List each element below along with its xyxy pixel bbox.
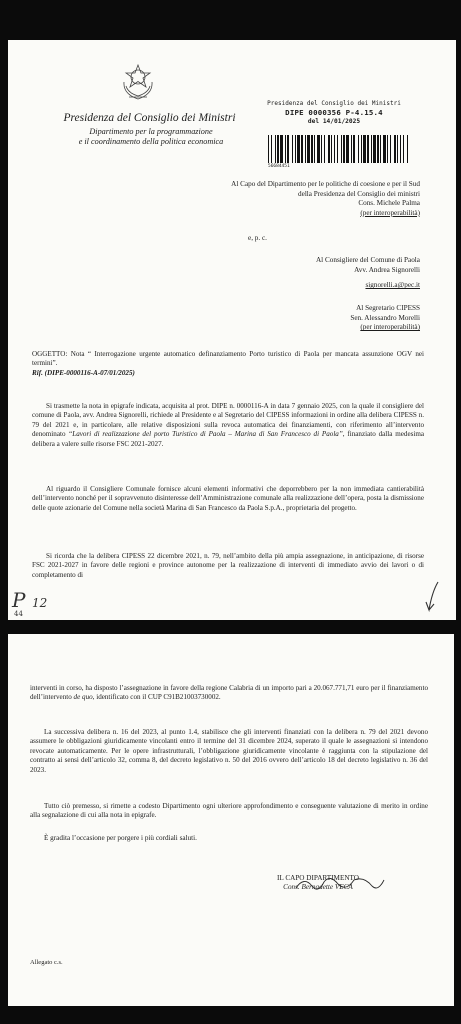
recipient-secondary: [208, 256, 420, 291]
recipient-tertiary: [208, 304, 420, 333]
subject-reference: Rif. (DIPE-0000116-A-07/01/2025): [32, 368, 135, 377]
document-page-1: [8, 40, 456, 620]
recipient-primary: [128, 180, 420, 218]
department-line-1: Dipartimento per la programmazione: [89, 127, 213, 136]
margin-note-p: P: [12, 588, 26, 612]
recipient-primary-line-3: Cons. Michele Palma: [358, 199, 420, 208]
paragraph-1-text-b: , finanziato dalla medesima delibera a valere sulle risorse FSC 2021-2027.: [32, 430, 424, 448]
recipient-tertiary-note: (per interoperabilità): [360, 323, 420, 332]
protocol-stamp: [255, 100, 413, 126]
ministry-title: Presidenza del Consiglio dei Ministri: [63, 112, 236, 124]
margin-note-12: 12: [32, 596, 48, 610]
paragraph-3-continued-italic: de quo: [73, 693, 93, 702]
recipient-tertiary-line-1: Al Segretario CIPESS: [356, 304, 420, 312]
recipient-primary-line-1: Al Capo del Dipartimento per le politiche di coesione e per il Sud: [231, 180, 420, 188]
recipient-secondary-line-2: Avv. Andrea Signorelli: [354, 265, 420, 274]
department-line-2: e il coordinamento della politica economica: [78, 137, 224, 146]
paragraph-1: [32, 402, 424, 449]
stamp-date: del 14/01/2025: [307, 118, 361, 125]
subject-block: [32, 350, 424, 378]
paragraph-1-project-name: “Lavori di realizzazione del porto Turistico di Paola – Marina di San Francesco di Paola”: [68, 430, 343, 439]
recipient-secondary-email[interactable]: signorelli.a@pec.it: [365, 281, 420, 290]
attachment-note: Allegato c.s.: [30, 959, 63, 966]
recipient-primary-line-2: della Presidenza del Consiglio dei ministri: [298, 189, 420, 198]
handwritten-signature-icon: [294, 874, 386, 898]
paragraph-4: La successiva delibera n. 16 del 2023, al punto 1.4, stabilisce che gli interventi finanziati con la delibera n. 79 del 2021 devono assumere le obbligazioni giuridicamente vincolanti entro il termine del 31 dicembre 2024, superato il quale le assegnazioni si intendono revocate automaticamente. Per le opere infrastrutturali, l’obbligazione giuridicamente vincolante è raggiunta con la stipulazione del contratto ai sensi dell’articolo 32, comma 8, del decreto legislativo n. 50 del 2016 ovvero dell’articolo 18 del decreto legislativo n. 36 del 2023.: [30, 728, 428, 774]
document-page-2: [8, 634, 454, 1006]
recipient-primary-note: (per interoperabilità): [360, 208, 420, 217]
department-name: [56, 127, 246, 147]
subject-label: OGGETTO:: [32, 350, 68, 358]
paragraph-3: Si ricorda che la delibera CIPESS 22 dicembre 2021, n. 79, nell’ambito della più ampia assegnazione, in anticipazione, di risorse FSC 2021-2027 in favore delle regioni e province autonome per la realizzazione di interventi di immediato avvio dei lavori o di completamento di: [32, 552, 424, 579]
subject-text: Nota “ Interrogazione urgente automatico definanziamento Porto turistico di Paola per mancata assunzione OGV nei termini”.: [32, 350, 424, 368]
recipient-secondary-line-1: Al Consigliere del Comune di Paola: [315, 256, 420, 264]
paragraph-3-continued: [30, 684, 428, 703]
recipient-tertiary-line-2: Sen. Alessandro Morelli: [350, 313, 420, 322]
paragraph-1-text-a: Si trasmette la nota in epigrafe indicata, acquisita al prot. DIPE n. 0000116-A in data 7 gennaio 2025, con la quale il consigliere del comune di Paola, avv. Andrea Signorelli, richiede al Presidente e al Segretario del CIPESS informazioni in ordine alla delibera CIPESS n. 79 del 2021 e, in particolare, alle relative disposizioni sulla revoca automatica dei finanziamenti, con riferimento all’intervento denominato: [32, 402, 424, 439]
cc-label: e, p. c.: [248, 234, 267, 242]
stamp-office: Presidenza del Consiglio dei Ministri: [267, 100, 401, 107]
paragraph-3-continued-text-b: , identificato con il CUP C91B21003730002.: [92, 693, 221, 702]
signature-name: Cons. Bernadette VECA: [283, 883, 353, 891]
paragraph-2: Al riguardo il Consigliere Comunale fornisce alcuni elementi informativi che deporrebbero per la non immediata cantierabilità dell’intervento nonché per il sopravvenuto disinteresse dell’Amministrazione comunale alla realizzazione dell’opera, posta la dismissione delle quote azionarie del Comune nella società Marina di San Francesco da Paola S.p.A., proprietaria del progetto.: [32, 485, 424, 512]
barcode-number: 56684451: [268, 164, 290, 169]
stamp-protocol-number: DIPE 0000356 P-4.15.4: [285, 108, 383, 117]
italian-republic-emblem-icon: [120, 62, 156, 102]
margin-note-44: 44: [14, 610, 23, 618]
margin-checkmark-icon: [420, 580, 442, 616]
paragraph-5: Tutto ciò premesso, si rimette a codesto Dipartimento ogni ulteriore approfondimento e conseguente valutazione di merito in ordine alla segnalazione di cui alla nota in epigrafe.: [30, 802, 428, 820]
barcode-icon: [268, 135, 408, 163]
signature-title: IL CAPO DIPARTIMENTO: [277, 874, 359, 882]
paragraph-6: È gradita l’occasione per porgere i più cordiali saluti.: [44, 834, 197, 842]
paragraph-3-continued-text-a: interventi in corso, ha disposto l’assegnazione in favore della regione Calabria di un importo pari a 20.067.771,71 euro per il finanziamento dell’intervento: [30, 684, 428, 702]
